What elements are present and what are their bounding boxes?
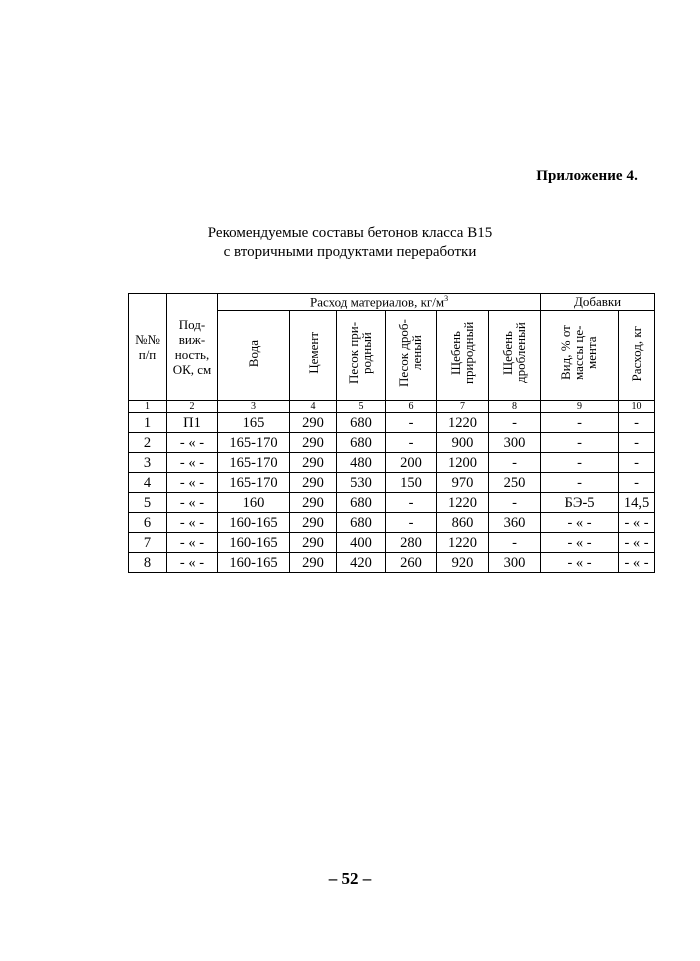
header-row-number: №№ п/п <box>129 294 167 401</box>
column-number: 9 <box>541 401 619 413</box>
table-cell: 4 <box>129 473 167 493</box>
column-number: 1 <box>129 401 167 413</box>
table-cell: - « - <box>167 493 218 513</box>
table-cell: - <box>386 493 437 513</box>
table-row <box>129 453 655 473</box>
table-cell: 920 <box>437 553 489 573</box>
table-row <box>129 553 655 573</box>
column-number: 7 <box>437 401 489 413</box>
table-cell: 290 <box>290 453 337 473</box>
materials-unit-superscript: 3 <box>444 294 449 303</box>
header-sand-crushed: Песок дроб-леный <box>386 311 437 401</box>
table-cell: 165-170 <box>218 473 290 493</box>
header-cement: Цемент <box>290 311 337 401</box>
table-cell: 530 <box>337 473 386 493</box>
table-cell: 290 <box>290 553 337 573</box>
table-cell: 160-165 <box>218 533 290 553</box>
header-gravel-natural: Щебень природный <box>437 311 489 401</box>
header-sand-natural: Песок при-родный <box>337 311 386 401</box>
table-cell: 165 <box>218 413 290 433</box>
table-cell: 680 <box>337 433 386 453</box>
table-title <box>0 224 700 262</box>
header-additives-group: Добавки <box>541 294 655 311</box>
table-cell: П1 <box>167 413 218 433</box>
table-cell: - « - <box>619 533 655 553</box>
table-cell: - <box>386 513 437 533</box>
appendix-label: Приложение 4. <box>536 168 638 184</box>
table-cell: БЭ-5 <box>541 493 619 513</box>
table-cell: 5 <box>129 493 167 513</box>
header-materials-group <box>218 294 541 311</box>
table-cell: 1220 <box>437 533 489 553</box>
table-row <box>129 473 655 493</box>
table-cell: - « - <box>167 553 218 573</box>
table-row <box>129 493 655 513</box>
table-cell: 165-170 <box>218 453 290 473</box>
header-mobility: Под-виж-ность, ОК, см <box>167 294 218 401</box>
table-cell: 290 <box>290 493 337 513</box>
table-cell: - <box>619 413 655 433</box>
table-cell: 3 <box>129 453 167 473</box>
table-cell: 290 <box>290 513 337 533</box>
table-cell: 290 <box>290 473 337 493</box>
table-cell: - « - <box>167 513 218 533</box>
table-cell: - <box>489 533 541 553</box>
table-cell: 165-170 <box>218 433 290 453</box>
table-cell: - <box>386 413 437 433</box>
table-cell: - « - <box>541 513 619 533</box>
table-cell: 290 <box>290 433 337 453</box>
table-cell: 360 <box>489 513 541 533</box>
table-cell: 900 <box>437 433 489 453</box>
table-row <box>129 533 655 553</box>
table-cell: - <box>619 473 655 493</box>
table-row <box>129 413 655 433</box>
table-cell: - « - <box>167 473 218 493</box>
table-row <box>129 433 655 453</box>
table-cell: - « - <box>167 453 218 473</box>
title-line-1: Рекомендуемые составы бетонов класса В15 <box>207 225 493 241</box>
table-cell: 150 <box>386 473 437 493</box>
table-cell: - <box>541 473 619 493</box>
table-row <box>129 513 655 533</box>
table-cell: - <box>541 413 619 433</box>
column-number: 5 <box>337 401 386 413</box>
table-cell: - « - <box>167 433 218 453</box>
table-cell: - « - <box>619 513 655 533</box>
header-gravel-crushed: Щебень дробленый <box>489 311 541 401</box>
table-cell: 1220 <box>437 493 489 513</box>
table-cell: - <box>541 433 619 453</box>
table-cell: - <box>489 413 541 433</box>
concrete-mix-table <box>128 293 655 573</box>
table-cell: 6 <box>129 513 167 533</box>
table-cell: 680 <box>337 513 386 533</box>
table-cell: 250 <box>489 473 541 493</box>
table-cell: - <box>386 433 437 453</box>
table-cell: 300 <box>489 433 541 453</box>
column-number: 8 <box>489 401 541 413</box>
table-cell: - <box>619 433 655 453</box>
table-cell: 160-165 <box>218 553 290 573</box>
materials-group-label: Расход материалов, кг/м <box>309 294 445 310</box>
table-cell: 1220 <box>437 413 489 433</box>
table-cell: 290 <box>290 413 337 433</box>
column-number: 4 <box>290 401 337 413</box>
table-cell: - « - <box>541 533 619 553</box>
column-number: 2 <box>167 401 218 413</box>
table-cell: 970 <box>437 473 489 493</box>
column-number: 3 <box>218 401 290 413</box>
table-cell: 480 <box>337 453 386 473</box>
column-number: 10 <box>619 401 655 413</box>
page-number: – 52 – <box>328 869 372 888</box>
table-cell: - <box>489 453 541 473</box>
table-cell: 8 <box>129 553 167 573</box>
table-cell: - « - <box>541 553 619 573</box>
table-cell: 1 <box>129 413 167 433</box>
table-cell: 1200 <box>437 453 489 473</box>
table-cell: 200 <box>386 453 437 473</box>
table-cell: - <box>541 453 619 473</box>
table-cell: - <box>619 453 655 473</box>
table-cell: 400 <box>337 533 386 553</box>
table-cell: 680 <box>337 493 386 513</box>
title-line-2: с вторичными продуктами переработки <box>223 244 477 260</box>
header-additive-type: Вид, % от массы це-мента <box>541 311 619 401</box>
header-additive-amount: Расход, кг <box>619 311 655 401</box>
table-cell: - « - <box>619 553 655 573</box>
table-cell: 160-165 <box>218 513 290 533</box>
column-number-row <box>129 401 655 413</box>
table-cell: 860 <box>437 513 489 533</box>
table-cell: 260 <box>386 553 437 573</box>
table-cell: 300 <box>489 553 541 573</box>
table-cell: 420 <box>337 553 386 573</box>
table-cell: 680 <box>337 413 386 433</box>
table-cell: 280 <box>386 533 437 553</box>
table-cell: - « - <box>167 533 218 553</box>
table-cell: - <box>489 493 541 513</box>
header-water: Вода <box>218 311 290 401</box>
table-cell: 290 <box>290 533 337 553</box>
table-cell: 160 <box>218 493 290 513</box>
column-number: 6 <box>386 401 437 413</box>
table-cell: 2 <box>129 433 167 453</box>
table-cell: 7 <box>129 533 167 553</box>
table-cell: 14,5 <box>619 493 655 513</box>
